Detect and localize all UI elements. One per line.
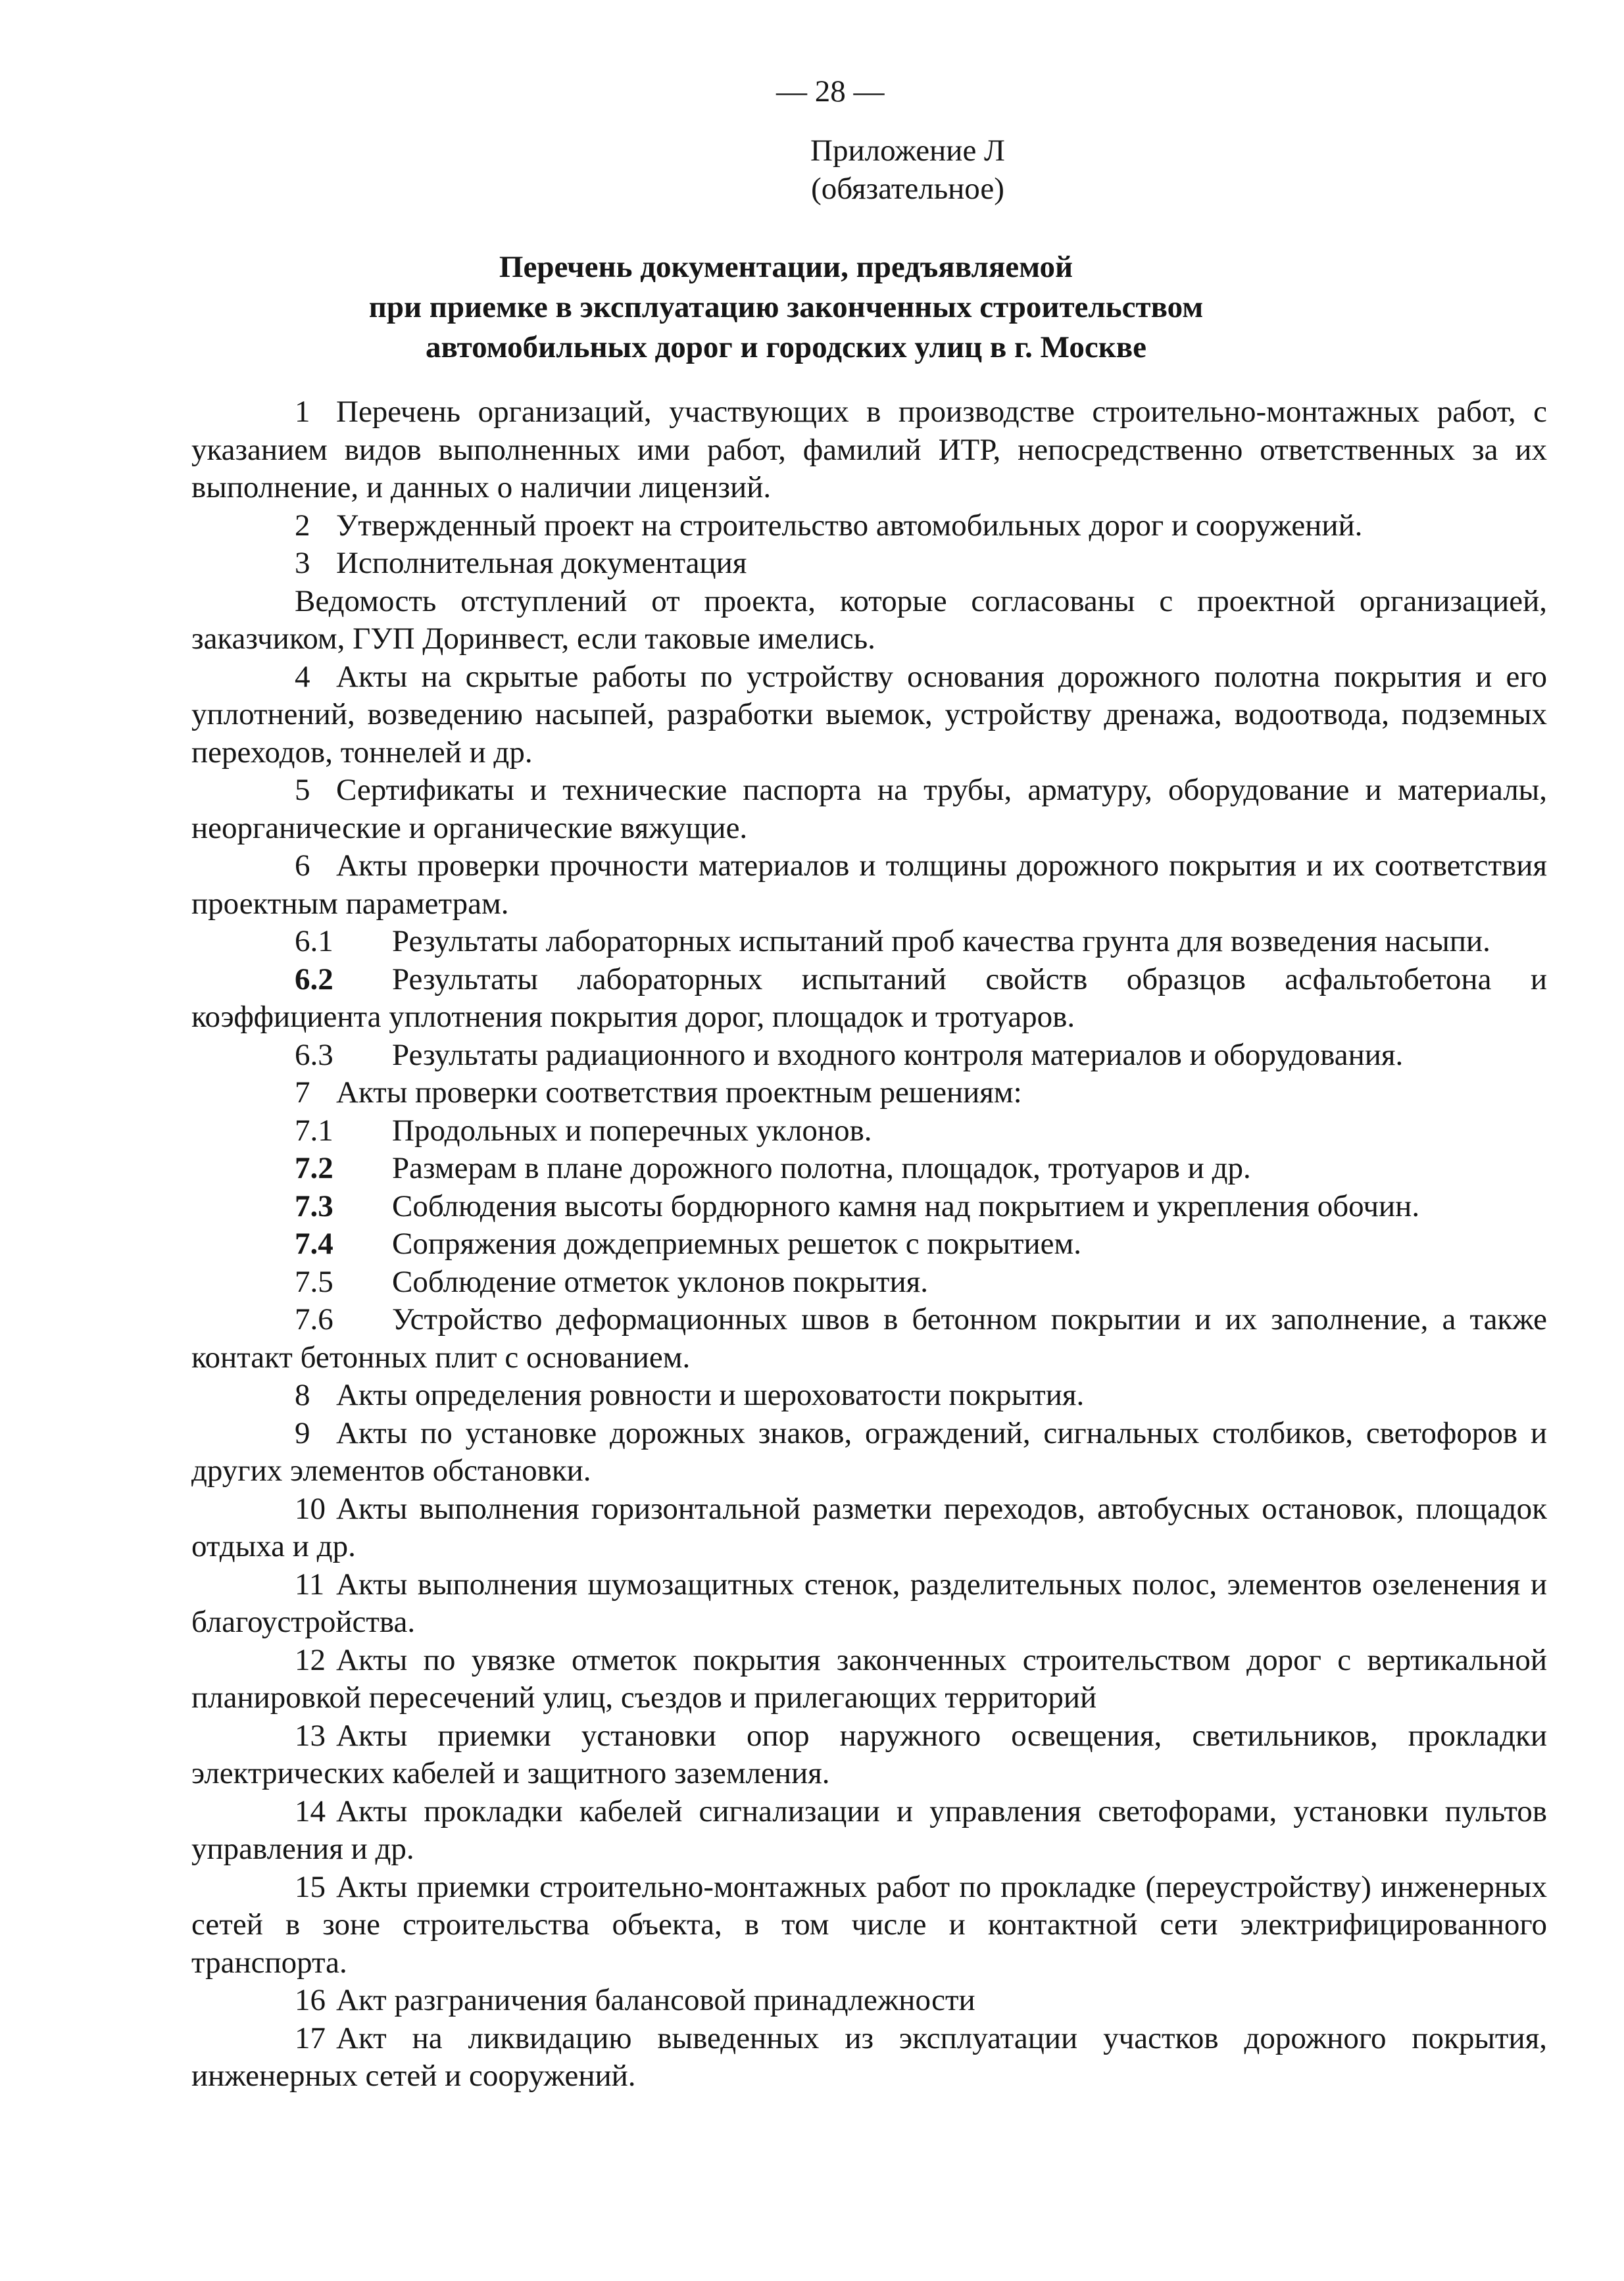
list-item xyxy=(191,1490,1547,1566)
list-item-number: 12 xyxy=(295,1642,326,1677)
list-item-number: 13 xyxy=(295,1718,326,1753)
list-item xyxy=(191,1377,1547,1415)
list-item-number: 8 xyxy=(295,1378,310,1412)
list-item-text: Акты проверки соответствия проектным решениям: xyxy=(336,1075,1022,1110)
list-item-text: Ведомость отступлений от проекта, которые согласованы с проектной организацией, заказчиком, ГУП Доринвест, если таковые имелись. xyxy=(191,583,1547,656)
list-item-number: 2 xyxy=(295,508,310,543)
list-item-text: Акт разграничения балансовой принадлежности xyxy=(336,1983,975,2017)
list-item-number: 7 xyxy=(295,1075,310,1110)
list-item xyxy=(191,847,1547,923)
list-item-text: Акты на скрытые работы по устройству основания дорожного полотна покрытия и его уплотнений, возведению насыпей, разработки выемок, устройству дренажа, водоотвода, подземных переходов, тоннелей и др. xyxy=(191,659,1547,770)
list-item-text: Исполнительная документация xyxy=(336,546,747,580)
list-item-text: Акты прокладки кабелей сигнализации и управления светофорами, установки пультов управления и др. xyxy=(191,1794,1547,1866)
list-item xyxy=(191,772,1547,847)
list-item-text: Сертификаты и технические паспорта на трубы, арматуру, оборудование и материалы, неорганические и органические вяжущие. xyxy=(191,773,1547,845)
list-item-number: 4 xyxy=(295,659,310,694)
list-item xyxy=(191,1188,1547,1226)
list-item-number: 7.3 xyxy=(295,1189,333,1223)
list-item-number: 10 xyxy=(295,1491,326,1526)
list-item xyxy=(191,961,1547,1037)
list-item-number: 11 xyxy=(295,1567,325,1602)
list-item-text: Результаты лабораторных испытаний свойств образцов асфальтобетона и коэффициента уплотнения покрытия дорог, площадок и тротуаров. xyxy=(191,962,1547,1034)
list-item xyxy=(191,1717,1547,1793)
list-item-number: 3 xyxy=(295,546,310,580)
list-item xyxy=(191,507,1547,545)
documentation-list xyxy=(191,393,1547,2096)
list-item xyxy=(191,1037,1547,1075)
list-item xyxy=(191,583,1547,658)
title-line-2: при приемке в эксплуатацию законченных строительством xyxy=(368,290,1204,324)
list-item xyxy=(191,1301,1547,1377)
appendix-status: (обязательное) xyxy=(811,172,1004,206)
document-title xyxy=(263,247,1309,368)
list-item-number: 6.1 xyxy=(295,924,333,958)
appendix-header xyxy=(776,132,1039,208)
list-item-text: Акты по увязке отметок покрытия законченных строительством дорог с вертикальной планировкой пересечений улиц, съездов и прилегающих территорий xyxy=(191,1642,1547,1715)
list-item-number: 7.6 xyxy=(295,1302,333,1337)
list-item-number: 7.2 xyxy=(295,1151,333,1185)
list-item xyxy=(191,2020,1547,2096)
list-item-number: 7.1 xyxy=(295,1113,333,1148)
list-item xyxy=(191,1263,1547,1302)
list-item xyxy=(191,1150,1547,1188)
list-item-text: Акты приемки установки опор наружного освещения, светильников, прокладки электрических кабелей и защитного заземления. xyxy=(191,1718,1547,1790)
list-item xyxy=(191,1415,1547,1490)
list-item-text: Акты выполнения горизонтальной разметки переходов, автобусных остановок, площадок отдыха и др. xyxy=(191,1491,1547,1563)
list-item-number: 6.2 xyxy=(295,962,333,996)
list-item xyxy=(191,1112,1547,1150)
list-item-text: Результаты лабораторных испытаний проб качества грунта для возведения насыпи. xyxy=(392,924,1490,958)
list-item xyxy=(191,545,1547,583)
appendix-label: Приложение Л xyxy=(810,134,1005,168)
list-item xyxy=(191,1225,1547,1263)
list-item xyxy=(191,1566,1547,1642)
list-item-number: 9 xyxy=(295,1415,310,1450)
list-item xyxy=(191,1982,1547,2020)
list-item xyxy=(191,1642,1547,1717)
list-item-number: 7.5 xyxy=(295,1264,333,1299)
list-item xyxy=(191,1869,1547,1982)
list-item-text: Размерам в плане дорожного полотна, площадок, тротуаров и др. xyxy=(392,1151,1251,1185)
list-item-text: Утвержденный проект на строительство автомобильных дорог и сооружений. xyxy=(336,508,1363,543)
list-item-number: 6.3 xyxy=(295,1037,333,1072)
list-item-number: 1 xyxy=(295,395,310,429)
list-item-number: 17 xyxy=(295,2021,326,2055)
list-item xyxy=(191,393,1547,507)
list-item-text: Соблюдения высоты бордюрного камня над покрытием и укрепления обочин. xyxy=(392,1189,1420,1223)
list-item-text: Акты проверки прочности материалов и толщины дорожного покрытия и их соответствия проектным параметрам. xyxy=(191,848,1547,921)
title-line-1: Перечень документации, предъявляемой xyxy=(499,250,1073,284)
list-item-text: Акты по установке дорожных знаков, ограждений, сигнальных столбиков, светофоров и других элементов обстановки. xyxy=(191,1415,1547,1488)
title-line-3: автомобильных дорог и городских улиц в г. Москве xyxy=(425,330,1147,364)
list-item-text: Перечень организаций, участвующих в производстве строительно-монтажных работ, с указанием видов выполненных ими работ, фамилий ИТР, непосредственно ответственных за их выполнение, и данных о наличии лицензий. xyxy=(191,395,1547,504)
list-item-text: Акт на ликвидацию выведенных из эксплуатации участков дорожного покрытия, инженерных сетей и сооружений. xyxy=(191,2021,1547,2093)
list-item-text: Устройство деформационных швов в бетонном покрытии и их заполнение, а также контакт бетонных плит с основанием. xyxy=(191,1302,1547,1375)
list-item-text: Сопряжения дождеприемных решеток с покрытием. xyxy=(392,1227,1082,1261)
list-item xyxy=(191,923,1547,961)
list-item-text: Результаты радиационного и входного контроля материалов и оборудования. xyxy=(392,1037,1404,1072)
list-item-number: 7.4 xyxy=(295,1227,333,1261)
list-item xyxy=(191,1793,1547,1869)
list-item-number: 15 xyxy=(295,1869,326,1904)
list-item-number: 6 xyxy=(295,848,310,883)
list-item-number: 16 xyxy=(295,1983,326,2017)
list-item xyxy=(191,658,1547,772)
list-item-text: Продольных и поперечных уклонов. xyxy=(392,1113,872,1148)
list-item xyxy=(191,1074,1547,1112)
list-item-text: Акты определения ровности и шероховатости покрытия. xyxy=(336,1378,1085,1412)
list-item-number: 5 xyxy=(295,773,310,807)
list-item-text: Акты выполнения шумозащитных стенок, разделительных полос, элементов озеленения и благоустройства. xyxy=(191,1567,1547,1639)
list-item-text: Соблюдение отметок уклонов покрытия. xyxy=(392,1264,928,1299)
list-item-text: Акты приемки строительно-монтажных работ по прокладке (переустройству) инженерных сетей в зоне строительства объекта, в том числе и контактной сети электрифицированного транспорта. xyxy=(191,1869,1547,1980)
page-number: — 28 — xyxy=(776,74,885,109)
list-item-number: 14 xyxy=(295,1794,326,1828)
